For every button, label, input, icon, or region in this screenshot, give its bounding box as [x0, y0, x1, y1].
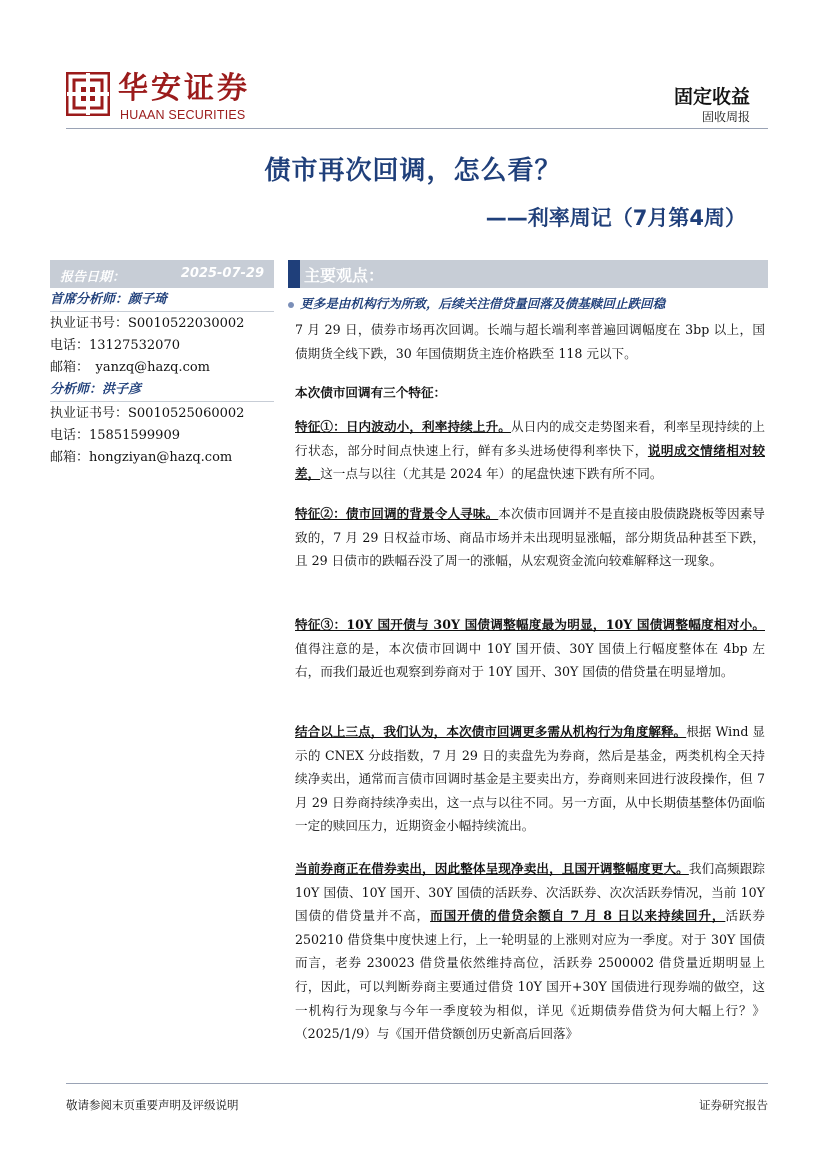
report-type: 固收周报: [701, 110, 750, 124]
feature-1-body-end: 这一点与以往（尤其是 2024 年）的尾盘快速下跌有所不同。: [320, 466, 663, 482]
feature-1-body: 从日内的成交走势图来看，利率呈现持续的上行状态，部分时间点快速上行，鲜有多头进场使得利率快下，: [295, 419, 766, 458]
broker-emphasis: 而国开债的借贷余额自 7 月 8 日以来持续回升，: [430, 908, 726, 924]
chief-analyst-heading: 首席分析师：颜子琦: [50, 292, 168, 307]
report-subtitle: ——利率周记（7月第4周）: [485, 206, 746, 230]
sidebar-divider: [50, 401, 274, 402]
sidebar-divider: [50, 311, 274, 312]
feature-2-head: 特征②：债市回调的背景令人寻味。: [295, 506, 499, 521]
huaan-logo-icon: [66, 72, 110, 116]
feature-3-paragraph: [295, 613, 765, 684]
feature-2-body: 本次债市回调并不是直接由股债跷跷板等因素导致的，7 月 29 日权益市场、商品市场并未出现明显涨幅，部分期货品种甚至下跌，且 29 日债市的跌幅吞没了周一的涨幅，从宏观资金流向较难解释这一现象。: [295, 506, 766, 569]
analyst1-phone: 电话：13127532070: [50, 338, 180, 353]
features-heading: [295, 381, 765, 405]
bullet-icon: [288, 302, 294, 308]
intro-paragraph: [295, 318, 765, 365]
broker-head: 当前券商正在借券卖出，因此整体呈现净卖出，且国开调整幅度更大。: [295, 861, 689, 876]
analyst2-heading: 分析师：洪子彦: [50, 382, 142, 397]
section-header-accent: [288, 260, 300, 288]
section-title: 主要观点：: [304, 266, 385, 285]
header-divider: [66, 128, 768, 129]
conclusion-head: 结合以上三点，我们认为，本次债市回调更多需从机构行为角度解释。: [295, 724, 687, 739]
analyst2-phone: 电话：15851599909: [50, 428, 180, 443]
intro-text: 7 月 29 日，债券市场再次回调。长端与超长端利率普遍回调幅度在 3bp 以上，国债期货全线下跌，30 年国债期货主连价格跌至 118 元以下。: [295, 322, 765, 361]
key-point-text: 更多是由机构行为所致，后续关注借贷量回落及债基赎回止跌回稳: [300, 296, 666, 311]
broker-paragraph: [295, 857, 765, 1046]
logo-chinese: 华安证券: [118, 71, 250, 106]
analyst2-cert: 执业证书号：S0010525060002: [50, 406, 245, 421]
broker-body: 我们高频跟踪 10Y 国债、10Y 国开、30Y 国债的活跃券、次活跃券、次次活跃券情况，当前 10Y 国债的借贷量并不高，: [295, 861, 766, 924]
report-title: 债市再次回调，怎么看？: [264, 156, 562, 186]
analyst2-email[interactable]: 邮箱：hongziyan@hazq.com: [50, 450, 233, 465]
footer-label: 证券研究报告: [699, 1098, 768, 1112]
feature-1-paragraph: [295, 415, 765, 486]
conclusion-body: 根据 Wind 显示的 CNEX 分歧指数，7 月 29 日的卖盘先为券商，然后是基金，两类机构全天持续净卖出，通常而言债市回调时基金是主要卖出方，券商则来回进行波段操作，但 7 月 29 日券商持续净卖出，这一点与以往不同。另一方面，从中长期债基整体仍面临一定的赎回压力，近期资金小幅持续流出。: [295, 724, 765, 834]
broker-body-end: 活跃券 250210 借贷集中度快速上行，上一轮明显的上涨则对应为一季度。对于 30Y 国债而言，老券 230023 借贷量依然维持高位，活跃券 2500002 借贷量近期明显上行，因此，可以判断券商主要通过借贷 10Y 国开+30Y 国债进行现券端的做空，这一机构行为现象与今年一季度较为相似，详见《近期债券借贷为何大幅上行？》（2025/1/9）与《国开借贷额创历史新高后回落》: [295, 908, 765, 1042]
feature-3-head: 特征③：10Y 国开债与 30Y 国债调整幅度最为明显，10Y 国债调整幅度相对小。: [295, 617, 765, 632]
conclusion-paragraph: [295, 720, 765, 838]
logo-english: HUAAN SECURITIES: [120, 108, 246, 122]
analyst1-email[interactable]: 邮箱： yanzq@hazq.com: [50, 360, 210, 375]
key-point-bullet: [288, 295, 768, 313]
report-category: 固定收益: [673, 86, 750, 108]
feature-2-paragraph: [295, 502, 765, 573]
footer-divider: [66, 1083, 768, 1084]
date-value: 2025-07-29: [180, 266, 264, 281]
feature-3-body: 值得注意的是，本次债市回调中 10Y 国开债、30Y 国债上行幅度整体在 4bp 左右，而我们最近也观察到券商对于 10Y 国开、30Y 国债的借贷量在明显增加。: [295, 640, 765, 680]
feature-1-emphasis: 说明成交情绪相对较差，: [295, 442, 766, 482]
date-label: 报告日期：: [60, 270, 126, 285]
analyst1-cert: 执业证书号：S0010522030002: [50, 316, 245, 331]
feature-1-head: 特征①：日内波动小，利率持续上升。: [295, 419, 511, 434]
footer-disclaimer: 敬请参阅末页重要声明及评级说明: [66, 1098, 239, 1112]
features-heading-text: 本次债市回调有三个特征：: [295, 385, 447, 400]
